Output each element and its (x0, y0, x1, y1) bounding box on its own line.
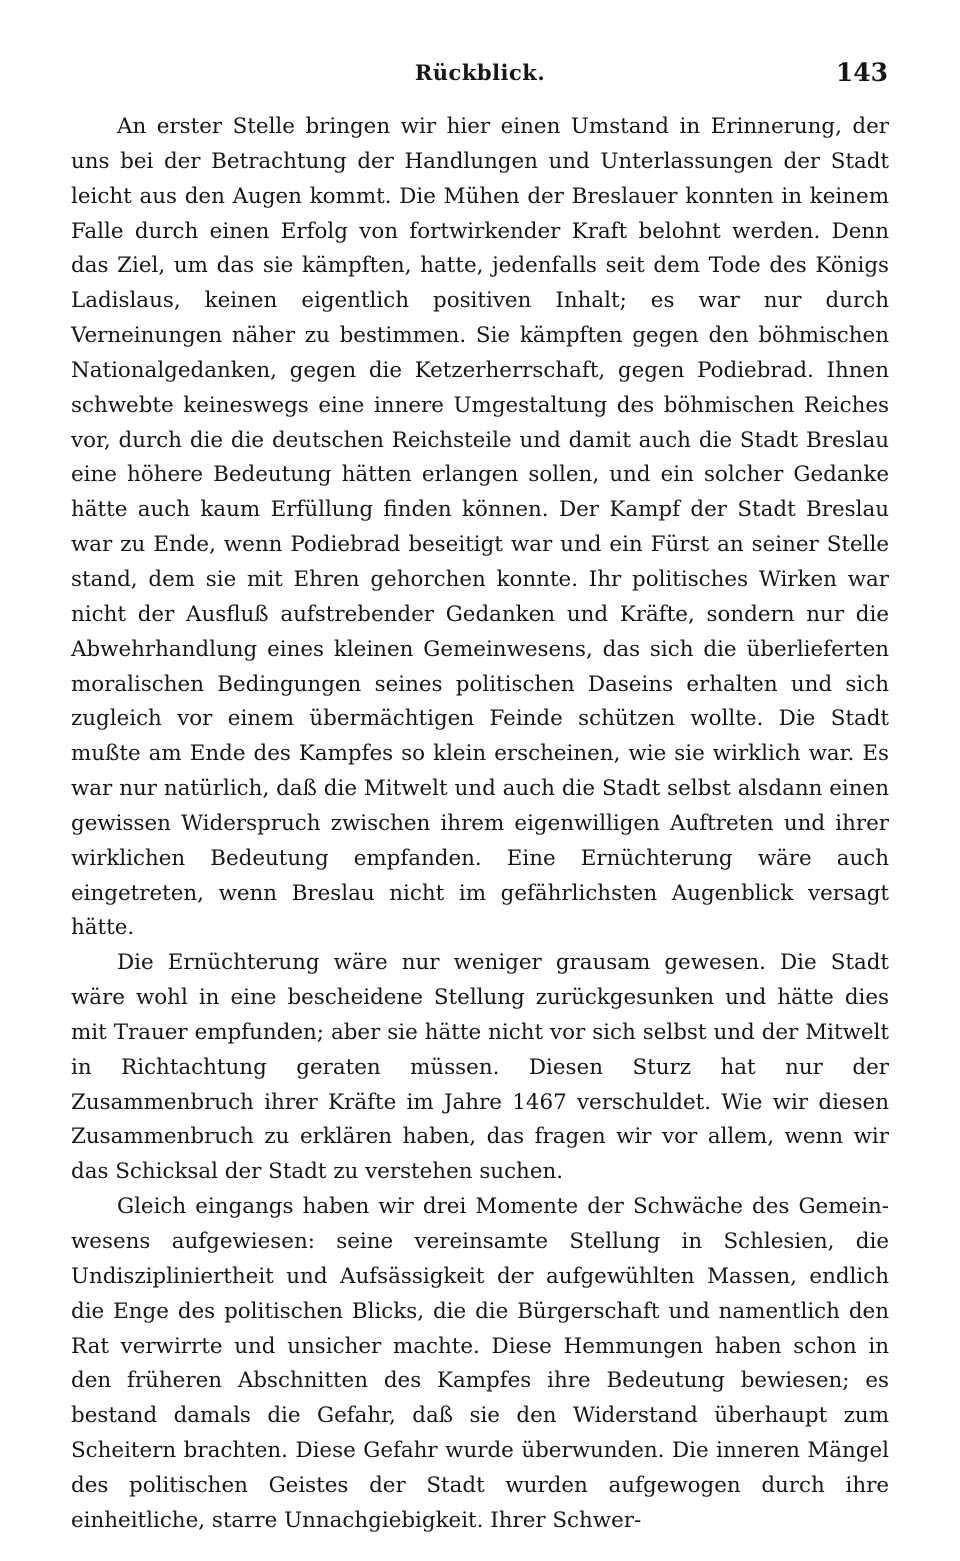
paragraph-3: Gleich eingangs haben wir drei Momente der Schwäche des Gemeinwesens aufgewiesen: seine vereinsamte Stellung in Schlesien, die Undiszipliniertheit und Aufsässigkeit der aufgewühlten Massen, endlich die Enge des politischen Blicks, die die Bürgerschaft und namentlich den Rat verwirrte und unsicher machte. Diese Hemmungen haben schon in den früheren Abschnitten des Kampfes ihre Bedeutung bewiesen; es bestand damals die Gefahr, daß sie den Widerstand überhaupt zum Scheitern brachten. Diese Gefahr wurde überwunden. Die inneren Mängel des politischen Geistes der Stadt wurden aufgewogen durch ihre einheitliche, starre Unnachgiebigkeit. Ihrer Schwer- (71, 1194, 889, 1533)
running-title: Rückblick. (414, 60, 546, 85)
page-number: 143 (835, 58, 888, 87)
paragraph-1: An erster Stelle bringen wir hier einen Umstand in Erinnerung, der uns bei der Betrachtung der Handlungen und Unterlassungen der Stadt leicht aus den Augen kommt. Die Mühen der Breslauer konnten in keinem Falle durch einen Erfolg von fortwirkender Kraft belohnt werden. Denn das Ziel, um das sie kämpften, hatte, jedenfalls seit dem Tode des Königs Ladislaus, keinen eigentlich positiven Inhalt; es war nur durch Verneinungen näher zu bestimmen. Sie kämpften gegen den böhmischen Nationalgedanken, gegen die Ketzerherrschaft, gegen Podiebrad. Ihnen schwebte keineswegs eine innere Umgestaltung des böhmischen Reiches vor, durch die die deutschen Reichsteile und damit auch die Stadt Breslau eine höhere Bedeutung hätten erlangen sollen, und ein solcher Gedanke hätte auch kaum Erfüllung finden können. Der Kampf der Stadt Breslau war zu Ende, wenn Podiebrad beseitigt war und ein Fürst an seiner Stelle stand, dem sie mit Ehren gehorchen konnte. Ihr politisches Wirken war nicht der Ausfluß aufstrebender Gedanken und Kräfte, sondern nur die Abwehrhandlung eines kleinen Gemeinwesens, das sich die überlieferten moralischen Bedingungen seines politischen Daseins erhalten und sich zugleich vor einem übermächtigen Feinde schützen wollte. Die Stadt mußte am Ende des Kampfes so klein erscheinen, wie sie wirklich war. Es war nur natürlich, daß die Mitwelt und auch die Stadt selbst alsdann einen gewissen Widerspruch zwischen ihrem eigenwilligen Auftreten und ihrer wirklichen Bedeutung empfanden. Eine Ernüchterung wäre auch eingetreten, wenn Breslau nicht im gefährlichsten Augenblick versagt hätte. (71, 114, 889, 941)
page-header (70, 60, 890, 94)
body-text (71, 110, 889, 1539)
paragraph-2: Die Ernüchterung wäre nur weniger grausam gewesen. Die Stadt wäre wohl in eine bescheidene Stellung zurückgesunken und hätte dies mit Trauer empfunden; aber sie hätte nicht vor sich selbst und der Mitwelt in Richtachtung geraten müssen. Diesen Sturz hat nur der Zusammenbruch ihrer Kräfte im Jahre 1467 verschuldet. Wie wir diesen Zusammenbruch zu erklären haben, das fragen wir vor allem, wenn wir das Schicksal der Stadt zu verstehen suchen. (71, 950, 889, 1185)
